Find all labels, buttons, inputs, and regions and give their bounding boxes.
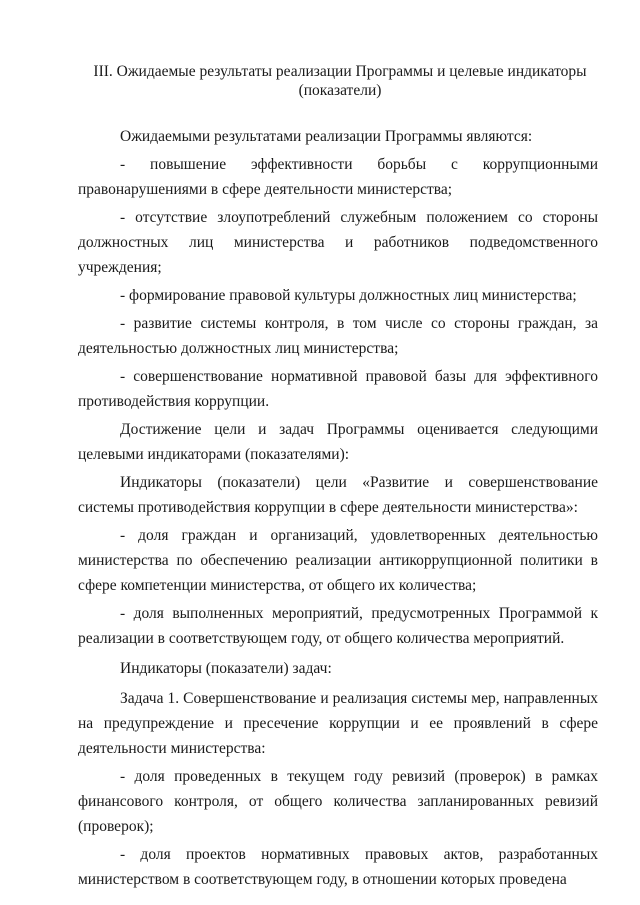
task-1-indicator-audits: - доля проведенных в текущем году ревизий (проверок) в рамках финансового контроля, от общего количества запланированных ревизий (проверок); bbox=[78, 768, 598, 835]
section-heading-line-2: (показатели) bbox=[298, 82, 382, 99]
indicators-intro-paragraph: Достижение цели и задач Программы оценивается следующими целевыми индикаторами (показателями): bbox=[78, 421, 598, 463]
task-1-indicator-draft-acts: - доля проектов нормативных правовых актов, разработанных министерством в соответствующем году, в отношении которых проведена bbox=[78, 846, 598, 888]
result-item-regulatory-base: - совершенствование нормативной правовой базы для эффективного противодействия коррупции. bbox=[78, 368, 598, 410]
goal-indicator-completed-measures: - доля выполненных мероприятий, предусмотренных Программой к реализации в соответствующем году, от общего количества мероприятий. bbox=[78, 605, 598, 647]
result-item-legal-culture: - формирование правовой культуры должностных лиц министерства; bbox=[120, 287, 577, 304]
goal-indicator-satisfaction: - доля граждан и организаций, удовлетворенных деятельностью министерства по обеспечению реализации антикоррупционной политики в сфере компетенции министерства, от общего их количества; bbox=[78, 527, 598, 594]
task-indicators-heading: Индикаторы (показатели) задач: bbox=[120, 660, 332, 677]
goal-indicators-heading: Индикаторы (показатели) цели «Развитие и совершенствование системы противодействия коррупции в сфере деятельности министерства»: bbox=[78, 474, 598, 516]
result-item-efficiency: - повышение эффективности борьбы с коррупционными правонарушениями в сфере деятельности министерства; bbox=[78, 156, 598, 198]
result-item-no-abuse: - отсутствие злоупотреблений служебным положением со стороны должностных лиц министерства и работников подведомственного учреждения; bbox=[78, 209, 598, 276]
intro-paragraph: Ожидаемыми результатами реализации Программы являются: bbox=[120, 128, 533, 145]
task-1-paragraph: Задача 1. Совершенствование и реализация системы мер, направленных на предупреждение и пресечение коррупции и ее проявлений в сфере деятельности министерства: bbox=[78, 690, 598, 757]
section-heading bbox=[84, 62, 596, 100]
section-heading-line-1: III. Ожидаемые результаты реализации Программы и целевые индикаторы bbox=[93, 63, 587, 80]
result-item-control-system: - развитие системы контроля, в том числе со стороны граждан, за деятельностью должностных лиц министерства; bbox=[78, 315, 598, 357]
document-body bbox=[78, 124, 598, 892]
